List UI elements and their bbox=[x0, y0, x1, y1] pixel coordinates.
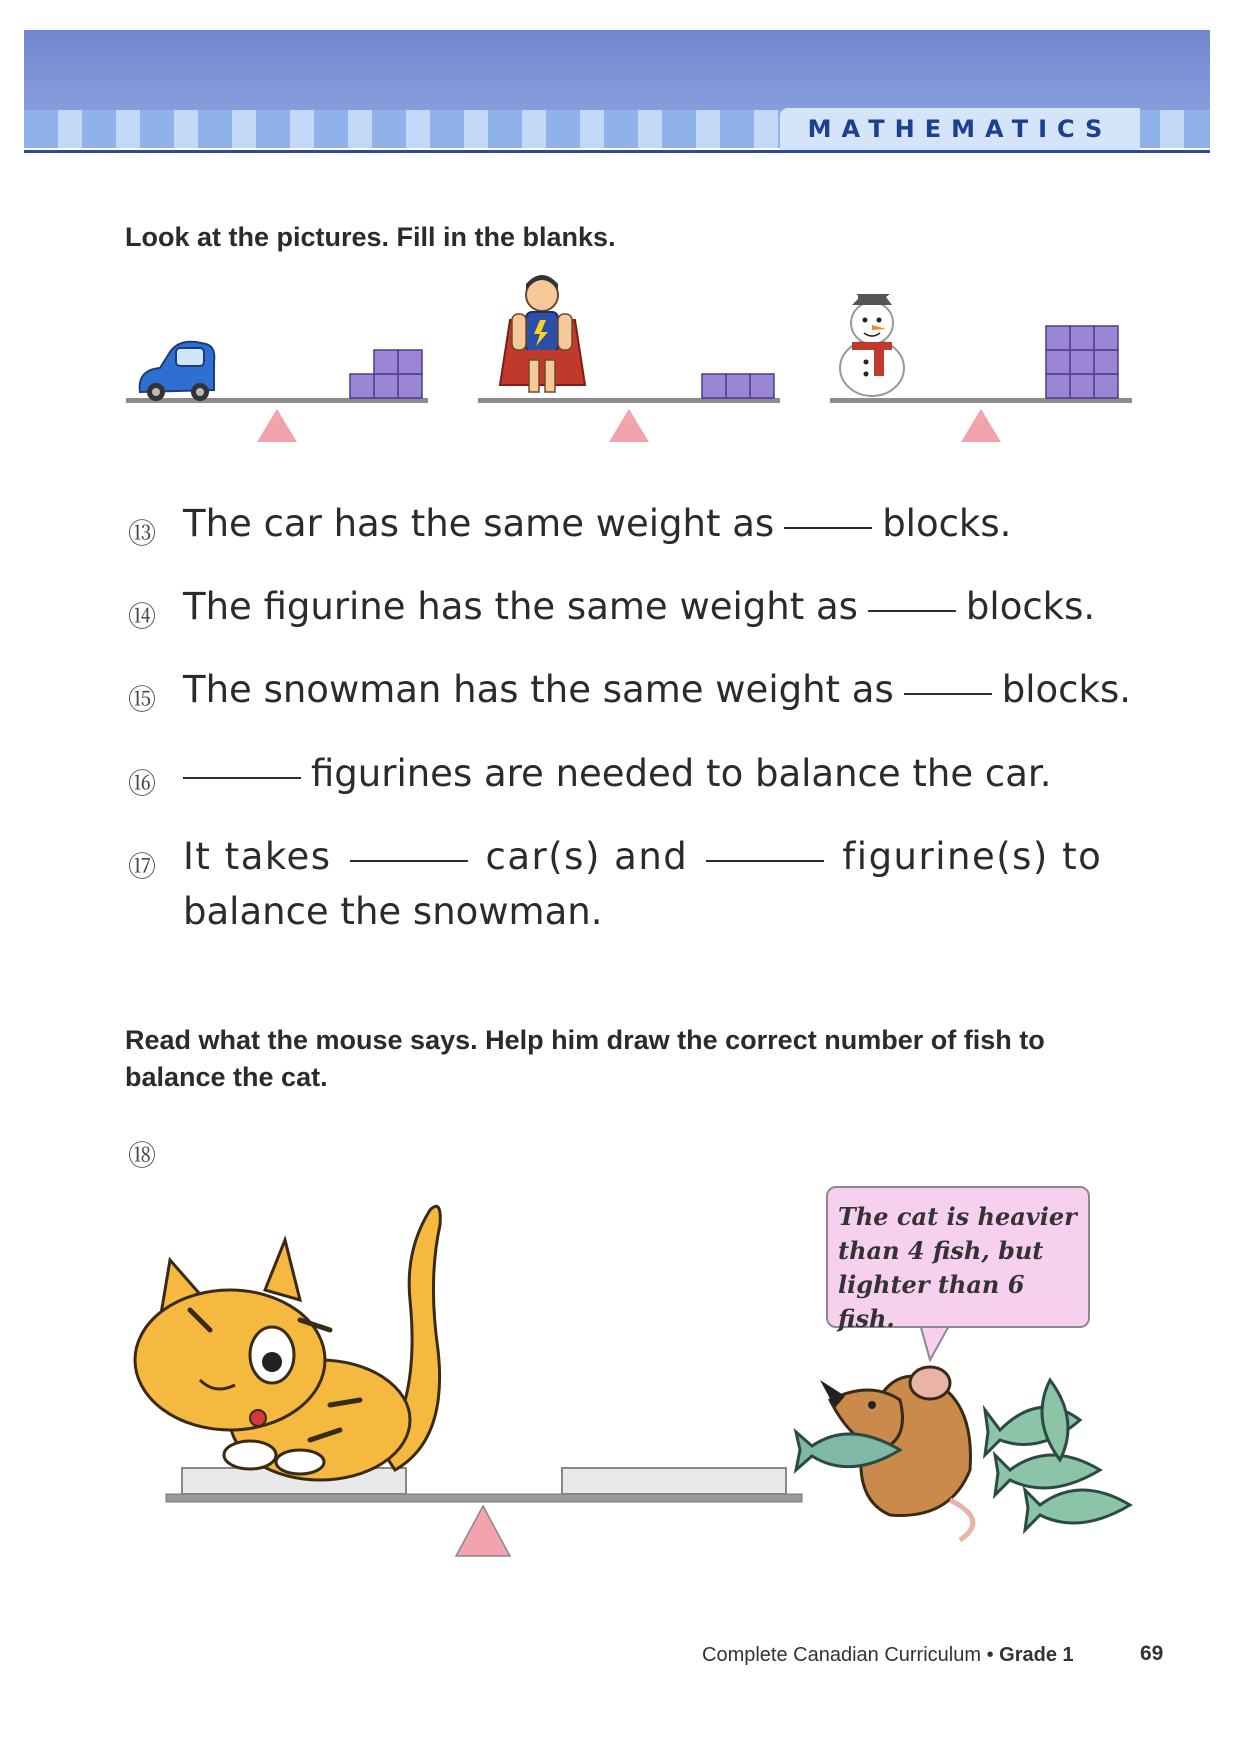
fulcrum bbox=[257, 409, 297, 442]
question-13-text: The car has the same weight as bbox=[183, 502, 775, 545]
cat-icon bbox=[135, 1206, 440, 1480]
block bbox=[1070, 350, 1094, 374]
balance-scale-snowman bbox=[830, 294, 1132, 442]
block bbox=[702, 374, 726, 398]
question-number-14: ⑭ bbox=[127, 600, 156, 633]
question-number-17: ⑰ bbox=[127, 850, 156, 883]
block bbox=[726, 374, 750, 398]
balance-scale-figurine bbox=[478, 275, 780, 442]
block bbox=[750, 374, 774, 398]
question-17-line-2: balance the snowman. bbox=[183, 890, 603, 933]
balance-scale-cat bbox=[166, 1468, 802, 1556]
balance-scale-car bbox=[126, 342, 428, 442]
question-16-text: figurines are needed to balance the car. bbox=[311, 752, 1052, 795]
block-stack-snowman bbox=[1046, 326, 1118, 398]
question-14 bbox=[183, 585, 1095, 628]
question-number-18: ⑱ bbox=[127, 1139, 156, 1172]
question-14-text: The figurine has the same weight as bbox=[183, 585, 858, 628]
block-stack-car bbox=[350, 350, 422, 398]
question-17-part-2: car(s) and bbox=[485, 835, 689, 878]
block bbox=[1070, 326, 1094, 350]
superhero-icon bbox=[500, 275, 585, 392]
answer-blank-14[interactable] bbox=[868, 610, 956, 612]
question-14-unit: blocks. bbox=[965, 585, 1096, 628]
block bbox=[1094, 350, 1118, 374]
block bbox=[374, 350, 398, 374]
answer-blank-17-cars[interactable] bbox=[350, 860, 468, 862]
block bbox=[1046, 350, 1070, 374]
question-16 bbox=[183, 752, 1051, 795]
block bbox=[1094, 326, 1118, 350]
snowman-icon bbox=[840, 294, 904, 396]
subject-title: MATHEMATICS bbox=[807, 115, 1113, 143]
answer-blank-16[interactable] bbox=[183, 777, 301, 779]
block bbox=[374, 374, 398, 398]
fulcrum bbox=[456, 1506, 510, 1556]
block bbox=[398, 374, 422, 398]
footer-grade: Grade 1 bbox=[999, 1644, 1074, 1666]
question-17-line-1 bbox=[183, 835, 1102, 878]
question-13 bbox=[183, 502, 1011, 545]
page-number: 69 bbox=[1140, 1642, 1164, 1665]
question-15-text: The snowman has the same weight as bbox=[183, 668, 894, 711]
right-pan bbox=[562, 1468, 786, 1494]
footer-bullet: • bbox=[986, 1644, 994, 1666]
mouse-icon bbox=[796, 1367, 973, 1540]
block-stack-figurine bbox=[702, 374, 774, 398]
block bbox=[1046, 374, 1070, 398]
instruction-look-at-pictures: Look at the pictures. Fill in the blanks. bbox=[125, 222, 616, 252]
question-number-16: ⑯ bbox=[127, 767, 156, 800]
instruction-read-mouse: Read what the mouse says. Help him draw the correct number of fish to balance the cat. bbox=[125, 1025, 1045, 1092]
footer-book-title bbox=[702, 1644, 1074, 1667]
car-icon bbox=[140, 342, 215, 401]
answer-blank-15[interactable] bbox=[904, 693, 992, 695]
footer-book: Complete Canadian Curriculum bbox=[702, 1644, 982, 1666]
answer-blank-13[interactable] bbox=[784, 527, 872, 529]
balance-beam bbox=[166, 1494, 802, 1502]
speech-bubble-text: The cat is heavier than 4 fish, but lighter than 6 fish. bbox=[838, 1202, 1077, 1333]
block bbox=[1070, 374, 1094, 398]
block bbox=[1046, 326, 1070, 350]
question-13-unit: blocks. bbox=[882, 502, 1012, 545]
question-number-13: ⑬ bbox=[127, 517, 156, 550]
question-17-part-1: It takes bbox=[183, 835, 332, 878]
block bbox=[350, 374, 374, 398]
question-number-15: ⑮ bbox=[127, 683, 156, 716]
fulcrum bbox=[609, 409, 649, 442]
question-17-part-3: figurine(s) to bbox=[842, 835, 1103, 878]
block bbox=[1094, 374, 1118, 398]
answer-blank-17-figurines[interactable] bbox=[706, 860, 824, 862]
fulcrum bbox=[961, 409, 1001, 442]
fish-pile-icon bbox=[985, 1380, 1130, 1530]
block bbox=[398, 350, 422, 374]
question-15-unit: blocks. bbox=[1001, 668, 1131, 711]
question-15 bbox=[183, 668, 1131, 711]
